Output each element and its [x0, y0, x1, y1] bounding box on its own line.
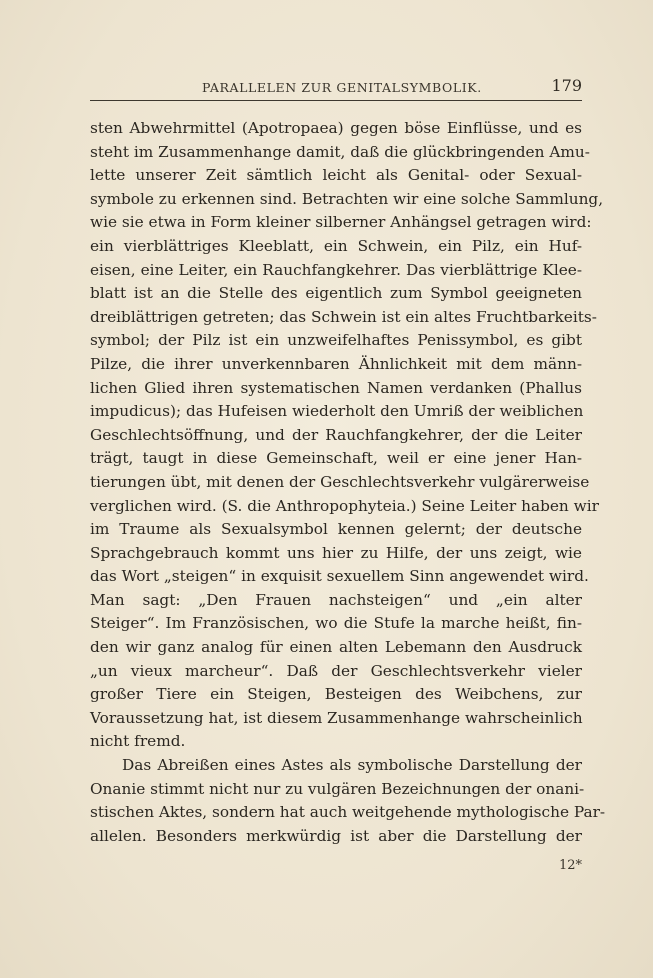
page-number: 179	[551, 76, 582, 95]
text-line: Man sagt: „Den Frauen nachsteigen“ und „ein alter	[90, 590, 582, 609]
text-line: großer Tiere ein Steigen, Besteigen des Weibchens, zur	[90, 685, 582, 704]
text-line: Das Abreißen eines Astes als symbolische Darstellung der	[122, 756, 582, 775]
text-line: allelen. Besonders merkwürdig ist aber die Darstellung der	[90, 826, 582, 845]
text-line: Onanie stimmt nicht nur zu vulgären Bezeichnungen der onani-	[90, 779, 585, 798]
text-line: Voraussetzung hat, ist diesem Zusammenhange wahrscheinlich	[90, 708, 583, 727]
text-line: eisen, eine Leiter, ein Rauchfangkehrer. Das vierblättrige Klee-	[90, 260, 582, 279]
text-line: dreiblättrigen getreten; das Schwein ist ein altes Fruchtbarkeits-	[90, 307, 597, 326]
text-line: lette unserer Zeit sämtlich leicht als Genital- oder Sexual-	[90, 166, 582, 185]
text-line: ein vierblättriges Kleeblatt, ein Schwein, ein Pilz, ein Huf-	[90, 236, 582, 255]
text-line: sten Abwehrmittel (Apotropaea) gegen böse Einflüsse, und es	[90, 119, 582, 137]
text-line: blatt ist an die Stelle des eigentlich zum Symbol geeigneten	[90, 284, 582, 303]
text-line: Pilze, die ihrer unverkennbaren Ähnlichkeit mit dem männ-	[90, 354, 582, 373]
text-line: lichen Glied ihren systematischen Namen verdanken (Phallus	[90, 378, 582, 397]
text-line: Sprachgebrauch kommt uns hier zu Hilfe, der uns zeigt, wie	[90, 543, 582, 562]
text-line: steht im Zusammenhange damit, daß die glückbringenden Amu-	[90, 142, 590, 161]
text-line: stischen Aktes, sondern hat auch weitgehende mythologische Par-	[90, 803, 606, 822]
text-line: „un vieux marcheur“. Daß der Geschlechtsverkehr vieler	[90, 661, 582, 680]
header-rule	[90, 100, 582, 101]
body-text	[90, 117, 606, 848]
text-line: impudicus); das Hufeisen wiederholt den Umriß der weiblichen	[90, 402, 584, 421]
text-line: Geschlechtsöffnung, und der Rauchfangkehrer, der die Leiter	[90, 425, 582, 444]
text-line: symbole zu erkennen sind. Betrachten wir eine solche Sammlung,	[90, 189, 604, 208]
signature-mark: 12*	[558, 858, 582, 873]
text-line: tierungen übt, mit denen der Geschlechtsverkehr vulgärerweise	[90, 472, 590, 491]
text-line: das Wort „steigen“ in exquisit sexuellem Sinn angewendet wird.	[90, 567, 589, 586]
text-line: den wir ganz analog für einen alten Lebemann den Ausdruck	[90, 638, 582, 657]
page-header	[90, 76, 582, 98]
text-line: im Traume als Sexualsymbol kennen gelernt; der deutsche	[90, 520, 582, 539]
text-line: verglichen wird. (S. die Anthropophyteia.) Seine Leiter haben wir	[90, 496, 599, 515]
text-line: nicht fremd.	[90, 732, 186, 751]
running-title: PARALLELEN ZUR GENITALSYMBOLIK.	[202, 80, 482, 95]
text-line: trägt, taugt in diese Gemeinschaft, weil er eine jener Han-	[90, 449, 582, 468]
text-line: Steiger“. Im Französischen, wo die Stufe la marche heißt, fin-	[90, 614, 582, 633]
text-line: wie sie etwa in Form kleiner silberner Anhängsel getragen wird:	[90, 213, 592, 232]
text-line: symbol; der Pilz ist ein unzweifelhaftes Penissymbol, es gibt	[90, 331, 582, 350]
